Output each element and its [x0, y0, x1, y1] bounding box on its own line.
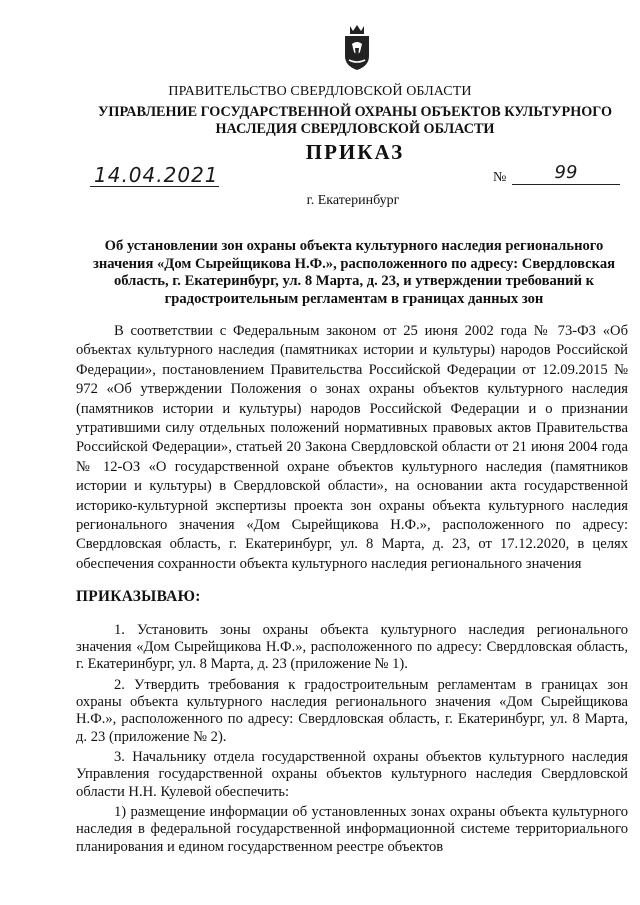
document-type: ПРИКАЗ: [305, 140, 405, 164]
government-name: ПРАВИТЕЛЬСТВО СВЕРДЛОВСКОЙ ОБЛАСТИ: [168, 84, 472, 99]
order-item: 3. Начальнику отдела государственной охраны объектов культурного наследия Управления государственной охраны объектов культурного наследия Свердловской области Н.Н. Кулевой обеспечить:: [76, 749, 628, 800]
document-title: Об установлении зон охраны объекта культурного наследия регионального значения «Дом Сырейщикова Н.Ф.», расположенного по адресу: Свердловская область, г. Екатеринбург, ул. 8 Марта, д. 23, и утверждении требований к градостроительным регламентам в границах данных зон: [92, 238, 616, 307]
order-item: 2. Утвердить требования к градостроительным регламентам в границах зон охраны объекта культурного наследия регионального значения «Дом Сырейщикова Н.Ф.», расположенного по адресу: Свердловская область, г. Екатеринбург, ул. 8 Марта, д. 23 (приложение № 2).: [76, 677, 628, 745]
order-item: 1) размещение информации об установленных зонах охраны объекта культурного наследия в федеральной государственной информационной системе территориального планирования и едином государственном реестре объектов: [76, 804, 628, 855]
department-name: УПРАВЛЕНИЕ ГОСУДАРСТВЕННОЙ ОХРАНЫ ОБЪЕКТОВ КУЛЬТУРНОГО НАСЛЕДИЯ СВЕРДЛОВСКОЙ ОБЛАСТИ: [98, 104, 612, 137]
preamble-text: В соответствии с Федеральным законом от 25 июня 2002 года № 73-ФЗ «Об объектах культурного наследия (памятниках истории и культуры) народов Российской Федерации», постановлением Правительства Российской Федерации от 12.09.2015 № 972 «Об утверждении Положения о зонах охраны объектов культурного наследия (памятников истории и культуры) народов Российской Федерации и о признании утратившими силу отдельных положений нормативных правовых актов Правительства Российской Федерации», статьей 20 Закона Свердловской области от 21 июня 2004 года № 12-ОЗ «О государственной охране объектов культурного наследия (памятников истории и культуры) в Свердловской области», на основании акта государственной историко-культурной экспертизы проекта зон охраны объекта культурного наследия регионального значения «Дом Сырейщикова Н.Ф.», расположенного по адресу: Свердловская область, г. Екатеринбург, ул. 8 Марта, д. 23, от 17.12.2020, в целях обеспечения сохранности объекта культурного наследия регионального значения: [76, 323, 628, 572]
order-item: 1. Установить зоны охраны объекта культурного наследия регионального значения «Дом Сырейщикова Н.Ф.», расположенного по адресу: Свердловская область, г. Екатеринбург, ул. 8 Марта, д. 23 (приложение № 1).: [76, 622, 628, 673]
preamble: [76, 322, 628, 574]
order-heading: ПРИКАЗЫВАЮ:: [76, 588, 201, 605]
city: г. Екатеринбург: [306, 193, 400, 208]
order-items: [76, 622, 628, 859]
number-label: №: [493, 170, 507, 185]
coat-of-arms-icon: [340, 22, 374, 72]
document-number: 99: [512, 162, 620, 185]
document-date: 14.04.2021: [90, 164, 219, 187]
